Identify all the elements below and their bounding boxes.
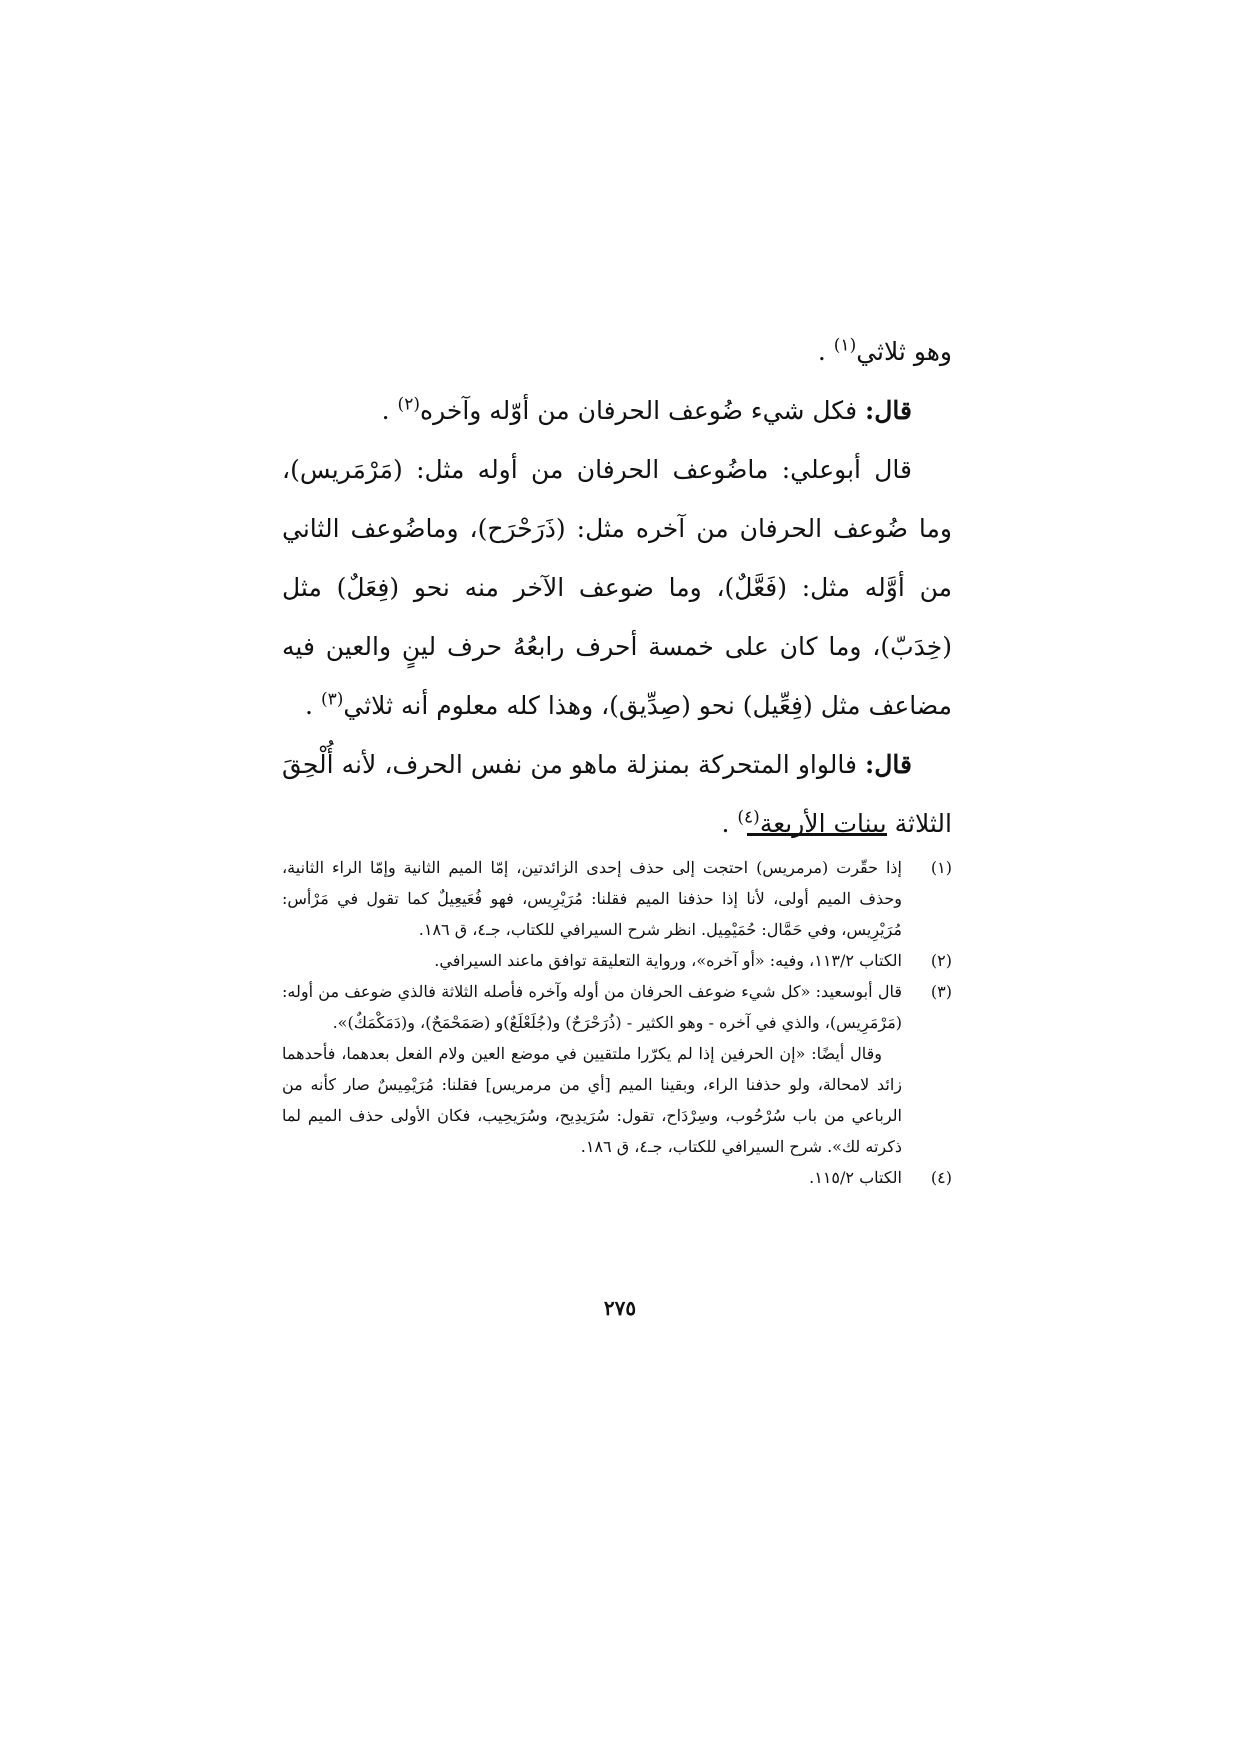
footnote-text: الكتاب ١١٣/٢، وفيه: «أو آخره»، ورواية التعليقة توافق ماعند السيرافي.: [434, 951, 902, 970]
footnote-1: [282, 852, 952, 945]
footnote-divider: [747, 833, 887, 836]
footnote-number: (٢): [930, 951, 952, 970]
footnote-4: [282, 1162, 952, 1193]
page-number: ٢٧٥: [603, 1296, 637, 1320]
footnote-number: (٣): [930, 982, 952, 1001]
footnote-3: [282, 976, 952, 1038]
footnote-number: (٤): [930, 1168, 952, 1187]
footnote-text: الكتاب ١١٥/٢.: [809, 1168, 902, 1187]
main-paragraph-qal-2: قال: فالواو المتحركة بمنزلة ماهو من نفس الحرف، لأنه أُلْحِقَ الثلاثة ببنات الأربعة$^{(٤)}$ .: [282, 750, 952, 838]
footnote-ref-3[interactable]: (٣): [320, 689, 344, 710]
footnote-text: قال أبوسعيد: «كل شيء ضوعف الحرفان من أوله وآخره فأصله الثلاثة فالذي ضوعف من أوله: (مَرْمَرِيس)، والذي في آخره - وهو الكثير - (ذُرَحْرَحٌ) و(جُلَعْلَعٌ)و (صَمَحْمَحٌ)، و(دَمَكْمَكٌ)».: [282, 982, 902, 1032]
footnote-3-continuation: وقال أيضًا: «إن الحرفين إذا لم يكرّرا ملتقيين في موضع العين ولام الفعل بعدهما، فأحدهما زائد لامحالة، ولو حذفنا الراء، وبقينا الميم [أي من مرمريس] فقلنا: مُرَيْمِيسٌ صار كأنه من الرباعي من باب سُرْحُوب، وسِرْدَاح، تقول: سُرَيدِيح، وسُرَيحِيب، فكان الأولى حذف الميم لما ذكرته لك». شرح السيرافي للكتاب، جـ٤، ق ١٨٦.: [282, 1044, 902, 1156]
main-paragraph-abu-ali: قال أبوعلي: ماضُوعف الحرفان من أوله مثل: (مَرْمَريس)، وما ضُوعف الحرفان من آخره مثل: (ذَرَحْرَح)، وماضُوعف الثاني من أوَّله مثل: (فَعَّلٌ)، وما ضوعف الآخر منه نحو (فِعَلٌ) مثل (خِدَبّ)، وما كان على خمسة أحرف رابعُهُ حرف لينٍ والعين فيه مضاعف مثل (فِعِّيل) نحو (صِدِّيق)، وهذا كله معلوم أنه ثلاثي$^{(٣)}$ .: [282, 455, 952, 720]
main-paragraph-qal-1: قال: فكل شيء ضُوعف الحرفان من أوّله وآخره$^{(٢)}$ .: [381, 394, 912, 425]
footnote-number: (١): [930, 858, 952, 877]
footnote-ref-1[interactable]: (١): [833, 335, 857, 356]
footnotes-section: [282, 852, 952, 1193]
footnote-text: إذا حقّرت (مرمريس) احتجت إلى حذف إحدى الزائدتين، إمّا الميم الثانية وإمّا الراء الثانية، وحذف الميم أولى، لأنا إذا حذفنا الميم فقلنا: مُرَيْرِيس، فهو فُعَيعِيلٌ كما تقول في مَرْأس: مُرَيْرِيس، وفي حَمَّال: حُمَيْمِيل. انظر شرح السيرافي للكتاب، جـ٤، ق ١٨٦.: [282, 858, 902, 939]
qal-label: قال:: [865, 750, 912, 779]
qal-label: قال:: [865, 396, 912, 425]
main-text-body: [282, 322, 952, 853]
main-line-continuation: وهو ثلاثي$^{(١)}$ .: [817, 335, 952, 366]
footnote-ref-2[interactable]: (٢): [397, 394, 420, 415]
footnote-2: [282, 945, 952, 976]
footnote-ref-4[interactable]: (٤): [737, 807, 760, 828]
